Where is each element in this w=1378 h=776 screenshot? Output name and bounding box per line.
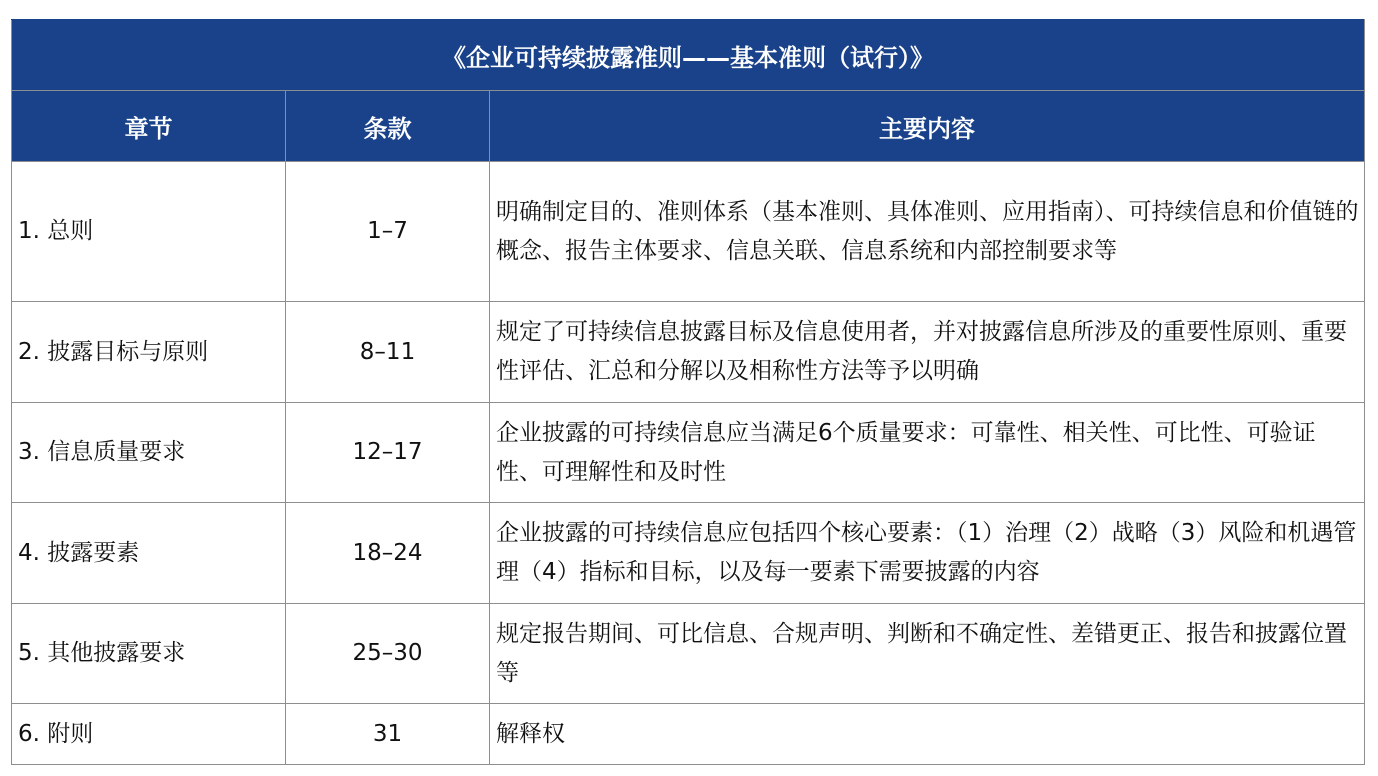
content-cell: 解释权 [490,704,1365,765]
table-row [12,704,1365,765]
table-title: 《企业可持续披露准则——基本准则（试行）》 [12,20,1365,91]
chapter-cell: 3. 信息质量要求 [12,403,286,503]
content-cell: 规定报告期间、可比信息、合规声明、判断和不确定性、差错更正、报告和披露位置等 [490,604,1365,704]
clause-cell: 25–30 [286,604,490,704]
clause-cell: 1–7 [286,162,490,302]
chapter-cell: 1. 总则 [12,162,286,302]
chapter-cell: 5. 其他披露要求 [12,604,286,704]
content-cell: 明确制定目的、准则体系（基本准则、具体准则、应用指南）、可持续信息和价值链的概念、报告主体要求、信息关联、信息系统和内部控制要求等 [490,162,1365,302]
header-clause: 条款 [286,91,490,162]
table-row [12,403,1365,503]
clause-cell: 18–24 [286,503,490,604]
table-row [12,162,1365,302]
content-cell: 企业披露的可持续信息应包括四个核心要素：（1）治理（2）战略（3）风险和机遇管理（4）指标和目标，以及每一要素下需要披露的内容 [490,503,1365,604]
clause-cell: 31 [286,704,490,765]
table-row [12,604,1365,704]
standards-table [11,19,1365,765]
content-cell: 企业披露的可持续信息应当满足6个质量要求：可靠性、相关性、可比性、可验证性、可理解性和及时性 [490,403,1365,503]
header-chapter: 章节 [12,91,286,162]
header-content: 主要内容 [490,91,1365,162]
chapter-cell: 2. 披露目标与原则 [12,302,286,403]
table-row [12,503,1365,604]
chapter-cell: 4. 披露要素 [12,503,286,604]
table-title-row [12,20,1365,91]
standards-table-container [11,19,1364,765]
clause-cell: 12–17 [286,403,490,503]
table-header-row [12,91,1365,162]
content-cell: 规定了可持续信息披露目标及信息使用者，并对披露信息所涉及的重要性原则、重要性评估、汇总和分解以及相称性方法等予以明确 [490,302,1365,403]
chapter-cell: 6. 附则 [12,704,286,765]
table-row [12,302,1365,403]
clause-cell: 8–11 [286,302,490,403]
